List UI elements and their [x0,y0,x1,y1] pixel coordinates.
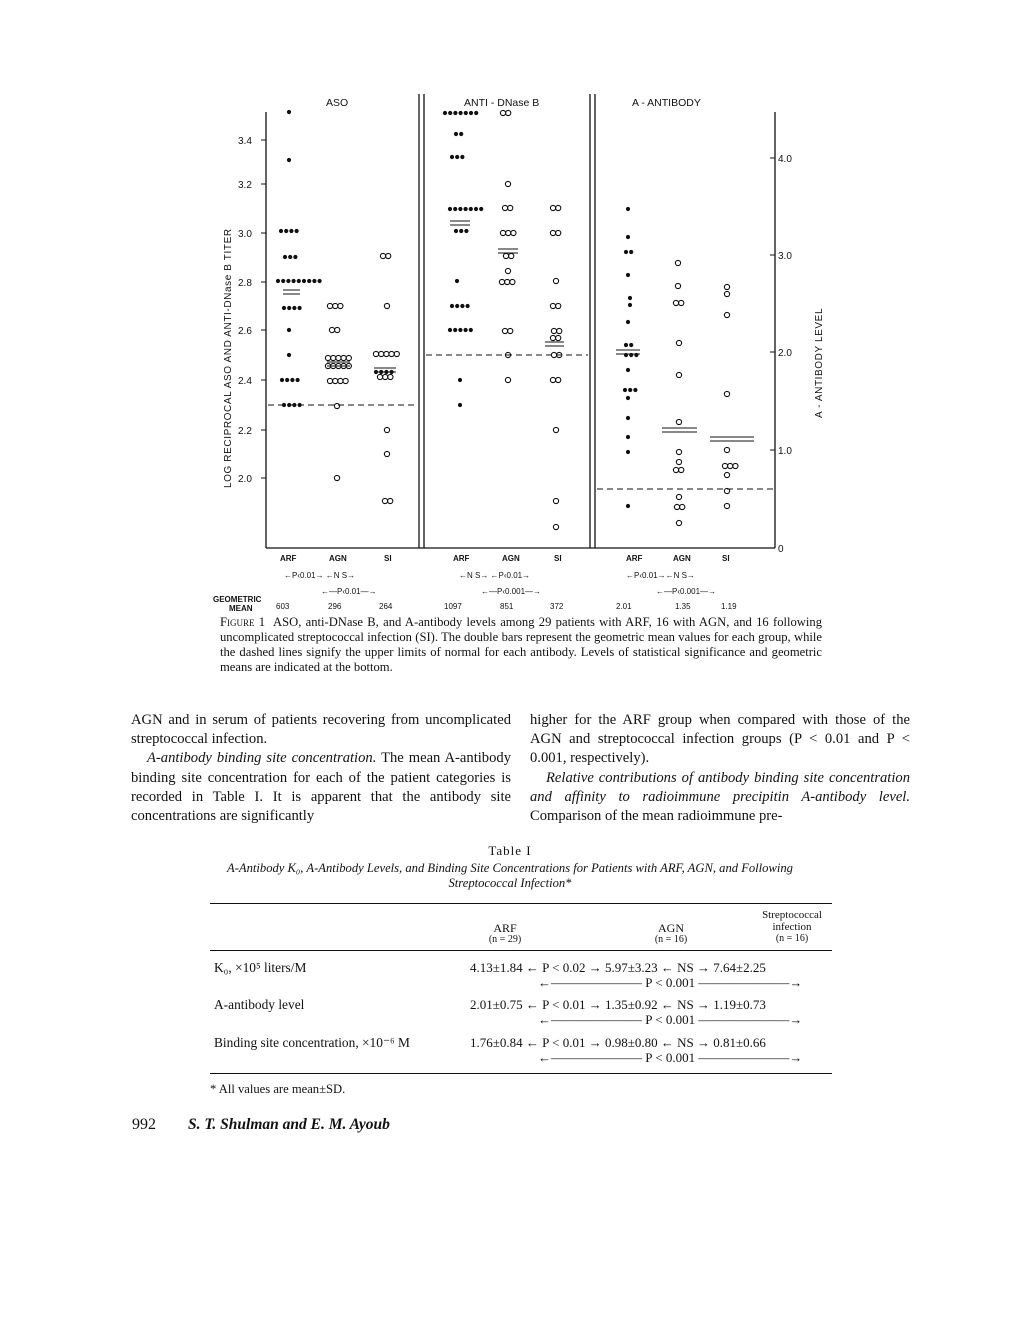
data-point-open [346,355,351,360]
data-point-filled [464,207,467,210]
data-point-open [556,335,561,340]
significance-label: ←N S→ ←P‹0.01→ [459,571,531,580]
data-point-open [553,427,558,432]
data-point-filled [454,111,457,114]
data-point-filled [461,304,464,307]
data-point-open [334,403,339,408]
data-point-filled [283,255,286,258]
data-point-filled [461,155,464,158]
geometric-mean-label: GEOMETRIC [213,595,262,604]
geometric-mean-value: 1.19 [721,602,737,611]
data-point-filled [634,388,637,391]
data-point-open [384,351,389,356]
data-point-filled [318,279,321,282]
data-point-open [728,463,733,468]
group-label: AGN [502,554,520,563]
table-row-significance: ←——————— P < 0.001 ———————→ [538,975,803,990]
data-point-filled [469,328,472,331]
data-point-open [675,260,680,265]
data-point-open [556,205,561,210]
page-number: 992 [132,1116,156,1133]
group-label: SI [722,554,730,563]
data-point-filled [280,378,283,381]
body-column-right [530,711,910,826]
significance-label: ←P‹0.01→←N S→ [626,571,695,580]
data-point-open [724,284,729,289]
data-point-open [394,351,399,356]
data-point-filled [626,320,629,323]
table-title: Table I [488,843,532,858]
data-point-filled [308,279,311,282]
data-point-open [335,327,340,332]
data-point-filled [313,279,316,282]
left-tick-label: 3.0 [238,229,252,240]
data-point-open [386,253,391,258]
left-tick-label: 2.2 [238,426,252,437]
paragraph-text: The mean A-antibody binding site concentration for each of the patient categories is recorded in Table I. It is apparent that the antibody site concentrations are significantly [131,750,511,825]
data-point-filled [474,207,477,210]
group-label: ARF [626,554,643,563]
data-point-filled [459,328,462,331]
data-point-open [505,268,510,273]
data-point-open [679,467,684,472]
data-point-open [556,303,561,308]
data-point-filled [626,207,629,210]
data-point-open [511,230,516,235]
data-point-filled [466,304,469,307]
paragraph: AGN and in serum of patients recovering from uncomplicated streptococcal infection. [131,712,511,748]
data-point-filled [282,403,285,406]
data-point-open [502,328,507,333]
data-point-filled [626,396,629,399]
section-heading: A-antibody binding site concentration. [147,750,377,767]
data-point-filled [469,111,472,114]
data-point-filled [630,250,633,253]
table-header-rule [210,950,832,951]
data-point-open [329,327,334,332]
geometric-mean-value: 603 [276,602,290,611]
data-point-filled [279,229,282,232]
data-point-open [550,303,555,308]
left-axis-ticks [261,140,266,478]
right-tick-label: 1.0 [778,446,792,457]
table-row-label: A-antibody level [214,997,305,1012]
data-point-filled [459,111,462,114]
data-point-open [505,279,510,284]
data-point-open [679,300,684,305]
data-point-filled [455,279,458,282]
data-point-open [676,340,681,345]
data-point-open [551,352,556,357]
table-row-values: 4.13±1.84 ← P < 0.02 → 5.97±3.23 ← NS → 7.64±2.25 [470,960,766,975]
column-header-label: AGN [658,921,684,935]
data-point-open [505,181,510,186]
data-point-open [724,503,729,508]
data-point-open [733,463,738,468]
section-heading: Relative contributions of antibody binding site concentration and affinity to radioimmune precipitin A-antibody level. [530,769,910,805]
data-point-open [500,230,505,235]
table-row-values: 2.01±0.75 ← P < 0.01 → 1.35±0.92 ← NS → 1.19±0.73 [470,997,766,1012]
caption-text: ASO, anti-DNase B, and A-antibody levels among 29 patients with ARF, 16 with AGN, and 16 following uncomplicated streptococcal infection (SI). The double bars represent the geometric mean values for each group, while the dashed lines signify the upper limits of normal for each antibody. Levels of statistical significance and geometric means are indicated at the bottom. [220,615,822,674]
geometric-mean-value: 1097 [444,602,462,611]
geometric-mean-value: 372 [550,602,564,611]
data-point-filled [287,158,290,161]
data-point-filled [290,229,293,232]
panel-title-aso: ASO [326,97,349,109]
data-point-filled [628,296,631,299]
normal-limit-lines [268,355,773,489]
data-point-open [506,230,511,235]
paragraph [530,769,910,827]
data-point-open [724,312,729,317]
data-point-open [550,335,555,340]
left-tick-label: 2.6 [238,326,252,337]
data-point-filled [626,450,629,453]
data-point-filled [302,279,305,282]
panel-title-anti-dnase-b: ANTI - DNase B [464,97,540,109]
data-point-open [502,205,507,210]
significance-label: ←—P‹0.001—→ [656,587,717,596]
column-header-n: (n = 16) [775,933,809,944]
data-point-open [336,355,341,360]
data-point-filled [458,378,461,381]
data-point-open [499,279,504,284]
data-point-open [676,520,681,525]
data-point-filled [623,388,626,391]
table-row-label: Binding site concentration, ×10⁻⁶ M [214,1035,410,1050]
data-point-filled [294,255,297,258]
column-header-si [752,909,832,945]
data-point-filled [448,207,451,210]
data-point-filled [287,328,290,331]
data-point-filled [480,207,483,210]
data-point-filled [297,279,300,282]
left-tick-label: 2.0 [238,474,252,485]
data-point-open [327,378,332,383]
data-point-filled [298,403,301,406]
data-point-filled [287,353,290,356]
data-point-filled [296,378,299,381]
data-point-open [551,328,556,333]
paragraph-text: Comparison of the mean radioimmune pre- [530,808,783,825]
data-point-filled [454,132,457,135]
data-point-filled [282,279,285,282]
column-header-agn [646,922,696,946]
data-point-open [724,447,729,452]
data-point-open [384,427,389,432]
data-point-open [389,351,394,356]
table-top-rule [210,903,832,904]
group-label: AGN [329,554,347,563]
figure-frame [266,94,775,548]
data-point-open [331,355,336,360]
column-header-label: ARF [493,921,517,935]
figure-caption [220,615,822,675]
data-point-filled [295,229,298,232]
data-point-filled [293,306,296,309]
data-point-open [673,300,678,305]
data-point-open [384,303,389,308]
data-point-open [382,498,387,503]
data-point-filled [287,110,290,113]
data-point-open [680,504,685,509]
data-point-filled [287,279,290,282]
data-point-filled [286,378,289,381]
data-point-filled [629,388,632,391]
data-point-filled [626,435,629,438]
right-tick-label: 2.0 [778,348,792,359]
geometric-mean-label: MEAN [229,604,253,613]
data-point-filled [288,403,291,406]
group-label: ARF [280,554,297,563]
data-point-filled [460,132,463,135]
significance-label: ←P‹0.01→ ←N S→ [284,571,356,580]
group-label: SI [384,554,392,563]
data-point-filled [626,235,629,238]
data-point-open [550,205,555,210]
data-point-filled [450,155,453,158]
data-point-filled [464,328,467,331]
data-point-open [724,472,729,477]
significance-label: ←—P‹0.01—→ [321,587,377,596]
table-row-values: 1.76±0.84 ← P < 0.01 → 0.98±0.80 ← NS → 0.81±0.66 [470,1035,766,1050]
data-point-open [556,377,561,382]
data-point-filled [285,229,288,232]
right-axis-ticks [770,158,775,450]
data-point-filled [289,255,292,258]
right-axis-label: A - ANTIBODY LEVEL [814,307,825,418]
data-point-filled [459,207,462,210]
data-point-open [380,253,385,258]
data-point-open [676,419,681,424]
column-header-n: (n = 16) [654,934,688,945]
data-point-open [724,391,729,396]
body-column-left [131,711,511,826]
data-point-open [508,205,513,210]
group-label: ARF [453,554,470,563]
data-point-open [325,355,330,360]
data-point-filled [626,368,629,371]
data-point-open [676,459,681,464]
data-point-open [505,377,510,382]
data-point-filled [626,504,629,507]
data-point-open [553,524,558,529]
data-point-open [379,351,384,356]
data-point-open [506,110,511,115]
left-tick-label: 2.8 [238,278,252,289]
data-point-open [384,451,389,456]
data-point-open [383,374,388,379]
data-point-open [675,283,680,288]
data-point-open [557,328,562,333]
data-point-open [377,374,382,379]
data-point-filled [292,279,295,282]
geometric-mean-value: 264 [379,602,393,611]
data-point-open [674,504,679,509]
data-point-open [508,328,513,333]
data-point-open [676,372,681,377]
data-point-filled [282,306,285,309]
left-tick-label: 3.2 [238,180,252,191]
data-point-open [550,230,555,235]
data-point-open [343,378,348,383]
caption-label: Figure 1 [220,615,266,629]
data-point-filled [454,229,457,232]
group-label: SI [554,554,562,563]
geometric-mean-value: 1.35 [675,602,691,611]
column-header-n: (n = 29) [488,934,522,945]
data-point-filled [624,250,627,253]
data-point-open [724,291,729,296]
data-point-open [373,351,378,356]
data-point-filled [293,403,296,406]
table-subtitle: A-Antibody K₀, A-Antibody Levels, and Binding Site Concentrations for Patients with ARF, AGN, and Following Streptococcal Infection* [227,861,793,890]
left-tick-label: 2.4 [238,376,252,387]
right-tick-label: 0 [778,544,784,555]
data-point-filled [448,328,451,331]
column-header-arf [480,922,530,946]
data-point-filled [454,328,457,331]
data-point-filled [465,229,468,232]
data-point-open [341,355,346,360]
table-footnote: * All values are mean±SD. [210,1082,346,1096]
left-tick-label: 3.4 [238,136,252,147]
data-point-filled [624,343,627,346]
data-point-filled [630,343,633,346]
data-point-open [327,303,332,308]
paragraph: higher for the ARF group when compared with those of the AGN and streptococcal infection groups (P < 0.01 and P < 0.001, respectively). [530,712,910,767]
table-row-significance: ←——————— P < 0.001 ———————→ [538,1050,803,1065]
data-point-open [553,498,558,503]
data-point-open [722,463,727,468]
data-point-open [333,303,338,308]
data-point-open [550,377,555,382]
data-point-filled [475,111,478,114]
data-point-filled [291,378,294,381]
data-point-filled [460,229,463,232]
table-row-significance: ←——————— P < 0.001 ———————→ [538,1012,803,1027]
geometric-mean-value: 2.01 [616,602,632,611]
data-point-open [333,378,338,383]
data-point-open [338,378,343,383]
data-point-filled [464,111,467,114]
running-authors: S. T. Shulman and E. M. Ayoub [188,1116,390,1133]
data-point-filled [443,111,446,114]
geometric-mean-value: 296 [328,602,342,611]
table-row-label: K₀, ×10⁵ liters/M [214,960,307,975]
data-points [276,110,754,529]
group-label: AGN [673,554,691,563]
column-header-label: infection [772,921,812,933]
data-point-filled [456,155,459,158]
data-point-open [673,467,678,472]
data-point-filled [458,403,461,406]
data-point-filled [469,207,472,210]
data-point-filled [276,279,279,282]
data-point-open [676,449,681,454]
data-point-open [676,494,681,499]
data-point-filled [450,304,453,307]
data-point-filled [454,207,457,210]
data-point-filled [456,304,459,307]
right-tick-label: 4.0 [778,154,792,165]
data-point-open [510,279,515,284]
data-point-open [509,253,514,258]
paragraph [131,749,511,826]
data-point-open [338,303,343,308]
data-point-filled [628,303,631,306]
geometric-mean-value: 851 [500,602,514,611]
data-point-open [388,374,393,379]
data-point-filled [449,111,452,114]
column-header-label: Streptococcal [762,909,822,921]
data-point-filled [626,416,629,419]
right-tick-label: 3.0 [778,251,792,262]
data-point-open [334,475,339,480]
table-bottom-rule [210,1073,832,1074]
data-point-filled [626,273,629,276]
significance-label: ←—P‹0.001—→ [481,587,542,596]
data-point-open [556,230,561,235]
data-point-filled [288,306,291,309]
left-axis-label: LOG RECIPROCAL ASO AND ANTI-DNase B TITER [223,228,234,488]
data-point-open [503,253,508,258]
data-point-open [500,110,505,115]
panel-title-a-antibody: A - ANTIBODY [632,97,701,109]
data-point-filled [298,306,301,309]
data-point-open [388,498,393,503]
data-point-open [553,278,558,283]
